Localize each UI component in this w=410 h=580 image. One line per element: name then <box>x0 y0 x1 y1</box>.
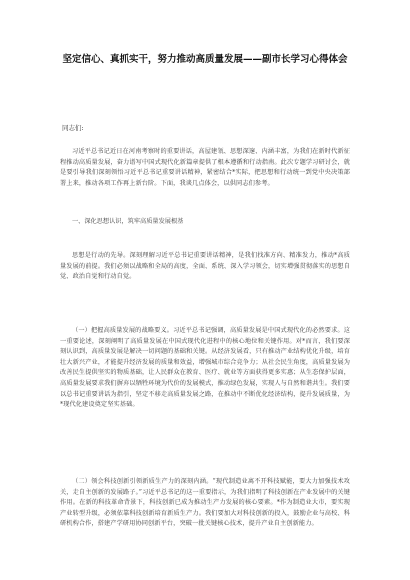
section-heading: 一、深化思想认识，筑牢高质量发展根基 <box>72 218 184 225</box>
intro-paragraph: 习近平总书记近日在河南考察时的重要讲话，高屋建瓴、思想深邃、内涵丰富，为我们在新时代新征程推动高质量发展，奋力谱写中国式现代化新篇章提供了根本遵循和行动指南。此次专题学习研讨会，就是要引导我们深刻领悟习近平总书记重要讲话精神，紧密结合*实际，把思想和行动统一到党中央决策部署上来，推动各项工作再上新台阶。下面，我谈几点体会，以供同志们参考。 <box>60 148 350 187</box>
body-paragraph: （一）把握高质量发展的战略要义。习近平总书记强调，高质量发展是中国式现代化的必然要求。这一重要论述，深刻阐明了高质量发展在中国式现代化进程中的核心地位和关键作用。对*而言，我们要深刻认识到，高质量发展是解决一切问题的基础和关键。从经济发展看，只有推动产业结构优化升级，培育壮大新兴产业，才能提升经济发展的质量和效益，增强城市综合竞争力；从社会民生角度，高质量发展为改善民生提供坚实的物质基础，让人民群众在教育、医疗、就业等方面获得更多实惠；从生态保护层面，高质量发展要求我们摒弃以牺牲环境为代价的发展模式，推动绿色发展，实现人与自然和谐共生。我们要以总书记重要讲话为指引，坚定不移走高质量发展之路，在推动中不断优化经济结构，提升发展质量，为*现代化建设奠定坚实基础。 <box>60 327 350 409</box>
document-title: 坚定信心、真抓实干，努力推动高质量发展——副市长学习心得体会 <box>62 54 348 65</box>
body-paragraph: （二）领会科技创新引领新质生产力的深刻内涵。“现代制造业离不开科技赋能，要大力加强技术攻关，走自主创新的发展路子。”习近平总书记的这一重要指示，为我们指明了科技创新在产业发展中的关键作用。在新的科技革命背景下，科技创新已成为推动生产力发展的核心要素。*作为制造业大市，要实现产业转型升级，必须依靠科技创新培育新质生产力。我们要加大对科技创新的投入，鼓励企业与高校、科研机构合作，搭建产学研用协同创新平台，突破一批关键核心技术，提升产业自主创新能力。 <box>60 478 350 528</box>
salutation: 同志们: <box>62 124 84 132</box>
body-paragraph: 思想是行动的先导。深刻理解习近平总书记重要讲话精神，是我们找准方向、精准发力，推动*高质量发展的前提。我们必须以战略和全局的高度，全面、系统、深入学习领会，切实增强贯彻落实的思想自觉、政治自觉和行动自觉。 <box>60 252 350 281</box>
